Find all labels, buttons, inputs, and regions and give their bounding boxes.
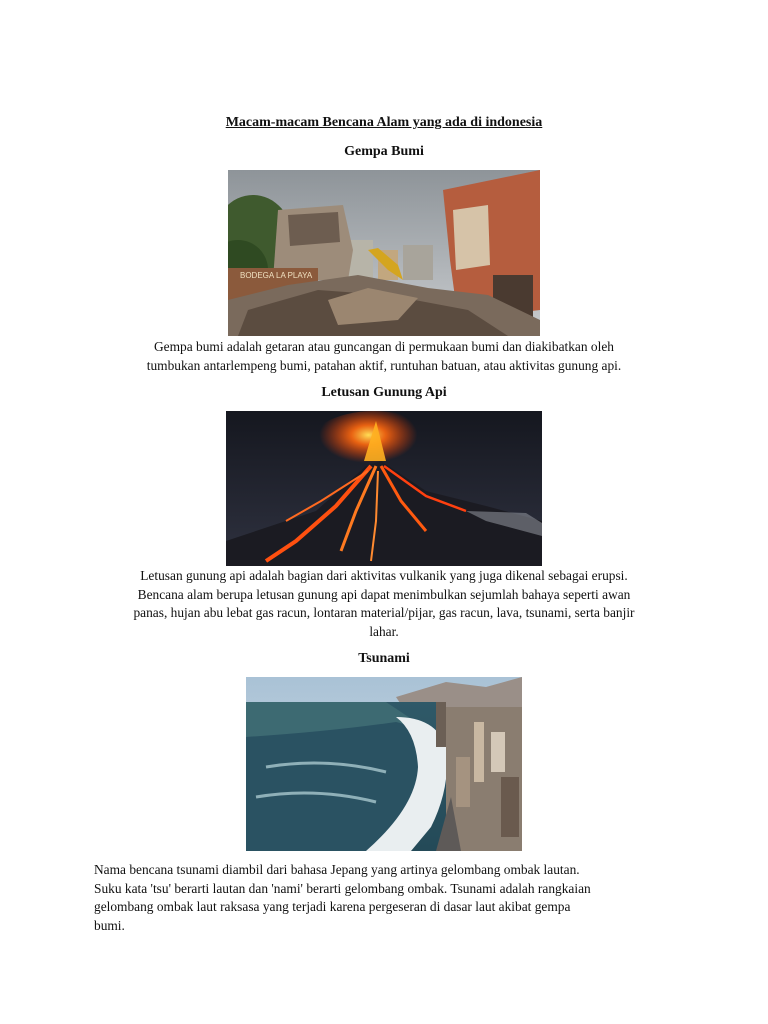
paragraph-line: lahar. [369,623,399,639]
paragraph-line: tumbukan antarlempeng bumi, patahan aktif, runtuhan batuan, atau aktivitas gunung api. [146,357,622,373]
section-heading-tsunami: Tsunami [358,651,410,666]
letusan-gunung-api-paragraph [60,567,708,641]
paragraph-line: Letusan gunung api adalah bagian dari aktivitas vulkanik yang juga dikenal sebagai erupsi. [140,568,628,583]
gempa-bumi-paragraph [60,338,708,375]
volcano-image [226,411,542,566]
paragraph-line: Gempa bumi adalah getaran atau guncangan di permukaan bumi dan diakibatkan oleh [154,339,614,354]
section-heading-letusan-gunung-api: Letusan Gunung Api [321,385,447,400]
paragraph-line: gelombang ombak laut raksasa yang terjadi karena pergeseran di dasar laut akibat gempa [94,899,571,914]
paragraph-line: Nama bencana tsunami diambil dari bahasa Jepang yang artinya gelombang ombak lautan. [94,862,580,877]
paragraph-line: Suku kata 'tsu' berarti lautan dan 'nami' berarti gelombang ombak. Tsunami adalah rangkaian [94,880,591,896]
earthquake-image [228,170,540,336]
tsunami-image [246,677,522,851]
section-heading-gempa-bumi: Gempa Bumi [344,144,424,159]
paragraph-line: bumi. [94,917,125,933]
tsunami-paragraph [94,861,694,935]
bodega-sign-text: BODEGA LA PLAYA [240,271,313,280]
paragraph-line: panas, hujan abu lebat gas racun, lontaran material/pijar, gas racun, lava, tsunami, serta banjir [133,605,635,620]
document-title: Macam-macam Bencana Alam yang ada di indonesia [225,115,543,130]
paragraph-line: Bencana alam berupa letusan gunung api dapat menimbulkan sejumlah bahaya seperti awan [137,586,631,602]
